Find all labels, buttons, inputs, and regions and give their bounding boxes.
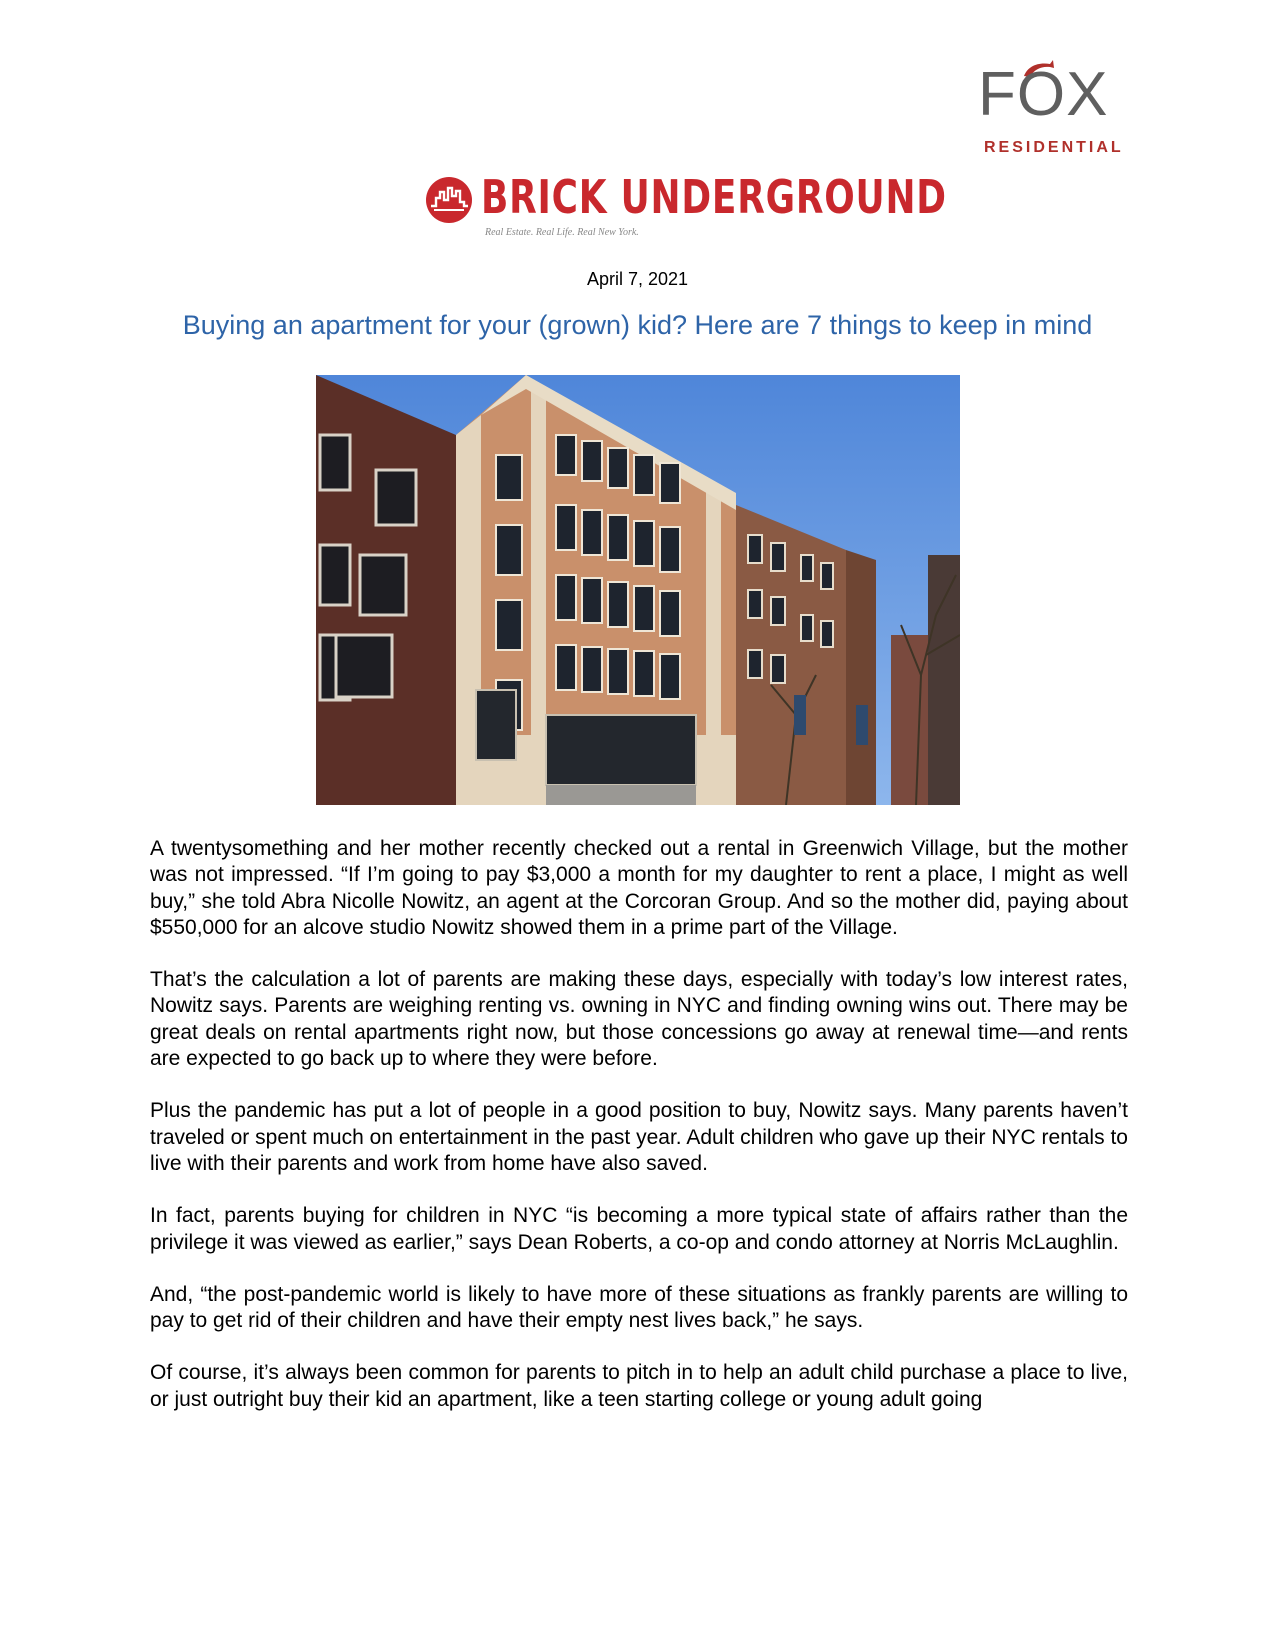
- brick-logo-tagline: Real Estate. Real Life. Real New York.: [485, 227, 639, 238]
- article-date: April 7, 2021: [586, 269, 689, 289]
- brick-underground-logo: [425, 170, 947, 242]
- article-body: [150, 836, 1128, 1439]
- article-paragraph-6: Of course, it’s always been common for parents to pitch in to help an adult child purchase a place to live, or just outright buy their kid an apartment, like a teen starting college or young adult going: [150, 1361, 1128, 1411]
- fox-residential-logo: [978, 58, 1128, 158]
- article-paragraph-5: And, “the post-pandemic world is likely to have more of these situations as frankly parents are willing to pay to get rid of their children and have their empty nest lives back,” he says.: [150, 1282, 1128, 1333]
- article-paragraph-3: Plus the pandemic has put a lot of people in a good position to buy, Nowitz says. Many parents haven’t traveled or spent much on entertainment in the past year. Adult children who gave up their NYC rentals to live with their parents and work from home have also saved.: [150, 1099, 1128, 1175]
- fox-logo-word: FOX: [978, 60, 1109, 129]
- building-photo: [316, 375, 960, 805]
- brick-logo-word: BRICK UNDERGROUND: [481, 170, 947, 224]
- article-paragraph-1: A twentysomething and her mother recently checked out a rental in Greenwich Village, but the mother was not impressed. “If I’m going to pay $3,000 a month for my daughter to rent a place, I might as well buy,” she told Abra Nicolle Nowitz, an agent at the Corcoran Group. And so the mother did, paying about $550,000 for an alcove studio Nowitz showed them in a prime part of the Village.: [150, 837, 1128, 939]
- skyline-emblem-icon: [425, 176, 473, 224]
- fox-logo-subtitle: RESIDENTIAL: [984, 139, 1124, 156]
- article-headline: Buying an apartment for your (grown) kid? Here are 7 things to keep in mind: [182, 310, 1093, 340]
- article-paragraph-2: That’s the calculation a lot of parents are making these days, especially with today’s low interest rates, Nowitz says. Parents are weighing renting vs. owning in NYC and finding owning wins out. There may be great deals on rental apartments right now, but those concessions go away at renewal time—and rents are expected to go back up to where they were before.: [150, 968, 1128, 1071]
- article-paragraph-4: In fact, parents buying for children in NYC “is becoming a more typical state of affairs rather than the privilege it was viewed as earlier,” says Dean Roberts, a co-op and condo attorney at Norris McLaughlin.: [150, 1204, 1128, 1254]
